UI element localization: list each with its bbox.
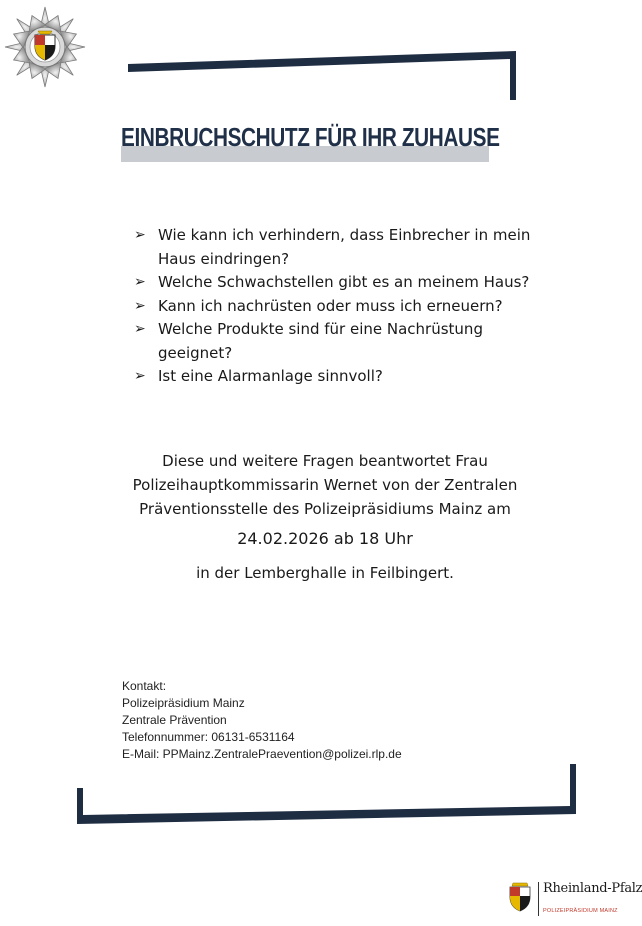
list-item [134,224,534,271]
rlp-crest-icon [508,882,532,912]
question-text: Kann ich nachrüsten oder muss ich erneuern? [158,296,503,315]
list-item [134,271,534,295]
contact-email: E-Mail: PPMainz.ZentralePraevention@polizei.rlp.de [122,747,402,761]
police-star-icon [4,6,86,88]
arrowhead-bullet-icon: ➢ [134,227,146,243]
top-frame-line [0,0,630,120]
event-venue: in der Lemberghalle in Feilbingert. [196,564,454,582]
question-text: Ist eine Alarmanlage sinnvoll? [158,367,383,385]
arrowhead-bullet-icon: ➢ [134,368,146,384]
question-text: Wie kann ich verhindern, dass Einbrecher in mein Haus eindringen? [158,226,531,268]
footer-logo [508,880,642,920]
question-text: Welche Produkte sind für eine Nachrüstung geeignet? [158,320,483,362]
page-title: EINBRUCHSCHUTZ FÜR IHR ZUHAUSE [121,122,500,152]
arrowhead-bullet-icon: ➢ [134,297,146,314]
list-item [134,365,534,389]
contact-organization: Polizeipräsidium Mainz [122,696,245,710]
list-item [134,318,534,365]
contact-phone: Telefonnummer: 06131-6531164 [122,730,295,744]
bottom-frame-line [0,760,630,830]
event-date: 24.02.2026 ab 18 Uhr [237,529,413,548]
contact-block [122,678,402,763]
intro-paragraph: Diese und weitere Fragen beantwortet Frau Polizeihauptkommissarin Wernet von der Zentralen Präventionsstelle des Polizeipräsidiums Mainz am [132,452,518,518]
list-item [134,295,534,319]
contact-department: Zentrale Prävention [122,713,227,727]
question-text: Welche Schwachstellen gibt es an meinem Haus? [158,273,530,291]
footer-brand: Rheinland-Pfalz [543,881,642,896]
arrowhead-bullet-icon: ➢ [134,321,146,337]
footer-subtitle: POLIZEIPRÄSIDIUM MAINZ [543,908,618,914]
arrowhead-bullet-icon: ➢ [134,274,146,290]
contact-heading: Kontakt: [122,679,167,693]
question-list [134,224,534,389]
footer-divider [538,882,539,916]
